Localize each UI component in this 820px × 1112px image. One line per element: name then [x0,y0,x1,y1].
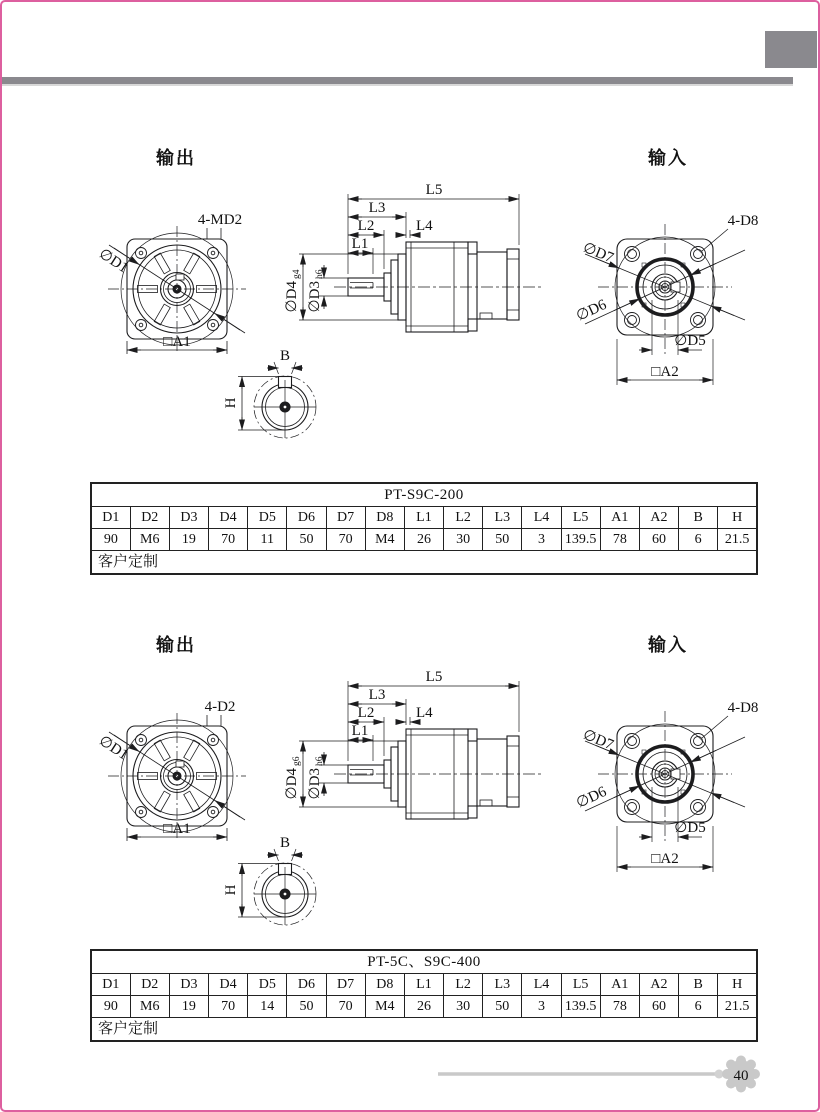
table-header-cell: D7 [326,507,365,529]
table-header-cell: L4 [522,507,561,529]
table-value-cell: 78 [600,996,639,1018]
d6-label: ∅D6 [573,296,610,325]
table-header-cell: D7 [326,974,365,996]
table-value-cell: 19 [169,529,208,551]
table-value-cell: 19 [169,996,208,1018]
table-header-cell: H [718,507,757,529]
a2-label: □A2 [651,851,679,867]
table-header-cell: D5 [248,974,287,996]
l1-label: L1 [351,723,369,739]
table-header-cell: L2 [444,974,483,996]
table-header-cell: L3 [483,974,522,996]
table-header-cell: D6 [287,507,326,529]
table-value-cell: 50 [483,529,522,551]
l4-label: L4 [416,705,433,721]
input-view-label: 输入 [648,148,688,168]
table-value-cell: 70 [326,996,365,1018]
d3-label: $\emptyset D3_{h6}$ [307,756,325,800]
table-header-cell: D5 [248,507,287,529]
table-header-cell: L2 [444,507,483,529]
h-label: H [223,397,239,409]
d7-label: ∅D7 [580,239,616,267]
table-header-cell: L1 [404,974,443,996]
footer-pagenum [430,1052,790,1098]
spec-table-1 [90,482,758,575]
table-value-cell: 3 [522,996,561,1018]
l2-label: L2 [357,705,375,721]
table-header-cell: D1 [91,507,130,529]
output-view-label: 输出 [156,635,196,655]
b-label: B [279,348,291,364]
d6-label: ∅D6 [573,783,610,812]
table-value-cell: 139.5 [561,529,600,551]
table-header-cell: H [718,974,757,996]
table-header-cell: D1 [91,974,130,996]
d4-label: $\emptyset D4_{g4}$ [284,269,302,313]
table-value-cell: 70 [209,996,248,1018]
table-footer: 客户定制 [91,1018,757,1042]
rear-holes-label: 4-D8 [727,700,759,716]
a1-label: □A1 [163,334,191,350]
table-value-cell: M4 [365,529,404,551]
l4-label: L4 [416,218,433,234]
table-value-cell: 90 [91,996,130,1018]
l3-label: L3 [368,200,386,216]
table-header-cell: L3 [483,507,522,529]
d1-label: ∅D1 [95,245,131,277]
table-header-cell: B [679,974,718,996]
table-value-cell: 3 [522,529,561,551]
output-view-label: 输出 [156,148,196,168]
table-header-cell: D3 [169,507,208,529]
table-header-cell: A2 [639,507,678,529]
table-value-cell: M6 [130,996,169,1018]
input-view-label: 输入 [648,635,688,655]
a2-label: □A2 [651,364,679,380]
table-header-cell: D8 [365,507,404,529]
table-header-cell: A1 [600,507,639,529]
a1-label: □A1 [163,821,191,837]
table-value-cell: 70 [326,529,365,551]
page-number: 40 [733,1068,749,1084]
table-value-cell: 90 [91,529,130,551]
table-value-cell: 21.5 [718,996,757,1018]
table-title: PT-5C、S9C-400 [91,950,757,974]
table-header-cell: D2 [130,974,169,996]
table-value-cell: 50 [483,996,522,1018]
table-value-cell: 30 [444,529,483,551]
table-value-cell: 60 [639,529,678,551]
table-header-cell: L4 [522,974,561,996]
table-value-cell: 50 [287,996,326,1018]
table-header-cell: D2 [130,507,169,529]
l1-label: L1 [351,236,369,252]
l2-label: L2 [357,218,375,234]
table-value-cell: 139.5 [561,996,600,1018]
section2-labels [96,634,759,895]
table-value-cell: 21.5 [718,529,757,551]
d4-label: $\emptyset D4_{g6}$ [284,756,302,800]
table-value-cell: 11 [248,529,287,551]
d5-label: ∅D5 [674,820,706,836]
table-value-cell: 78 [600,529,639,551]
front-holes-label: 4-MD2 [197,212,243,228]
table-value-cell: 6 [679,529,718,551]
table-value-cell: M4 [365,996,404,1018]
table-header-cell: D4 [209,974,248,996]
section1-labels [96,147,759,408]
d5-label: ∅D5 [674,333,706,349]
table-header-cell: B [679,507,718,529]
table-value-cell: 14 [248,996,287,1018]
table-header-cell: L5 [561,507,600,529]
h-label: H [223,884,239,896]
table-header-cell: L5 [561,974,600,996]
table-value-cell: 60 [639,996,678,1018]
table-header-cell: D4 [209,507,248,529]
rear-holes-label: 4-D8 [727,213,759,229]
l5-label: L5 [425,669,443,685]
d3-label: $\emptyset D3_{h6}$ [307,269,325,313]
table-header-cell: A2 [639,974,678,996]
table-value-cell: 50 [287,529,326,551]
table-value-cell: 26 [404,529,443,551]
table-value-cell: M6 [130,529,169,551]
d1-label: ∅D1 [95,732,131,764]
front-holes-label: 4-D2 [204,699,236,715]
table-value-cell: 30 [444,996,483,1018]
table-value-cell: 26 [404,996,443,1018]
table-value-cell: 6 [679,996,718,1018]
l3-label: L3 [368,687,386,703]
spec-table-2 [90,949,758,1042]
table-header-cell: D6 [287,974,326,996]
b-label: B [279,835,291,851]
table-header-cell: L1 [404,507,443,529]
d7-label: ∅D7 [580,726,616,754]
table-header-cell: D8 [365,974,404,996]
l5-label: L5 [425,182,443,198]
table-header-cell: A1 [600,974,639,996]
table-title: PT-S9C-200 [91,483,757,507]
table-footer: 客户定制 [91,551,757,575]
table-value-cell: 70 [209,529,248,551]
table-header-cell: D3 [169,974,208,996]
